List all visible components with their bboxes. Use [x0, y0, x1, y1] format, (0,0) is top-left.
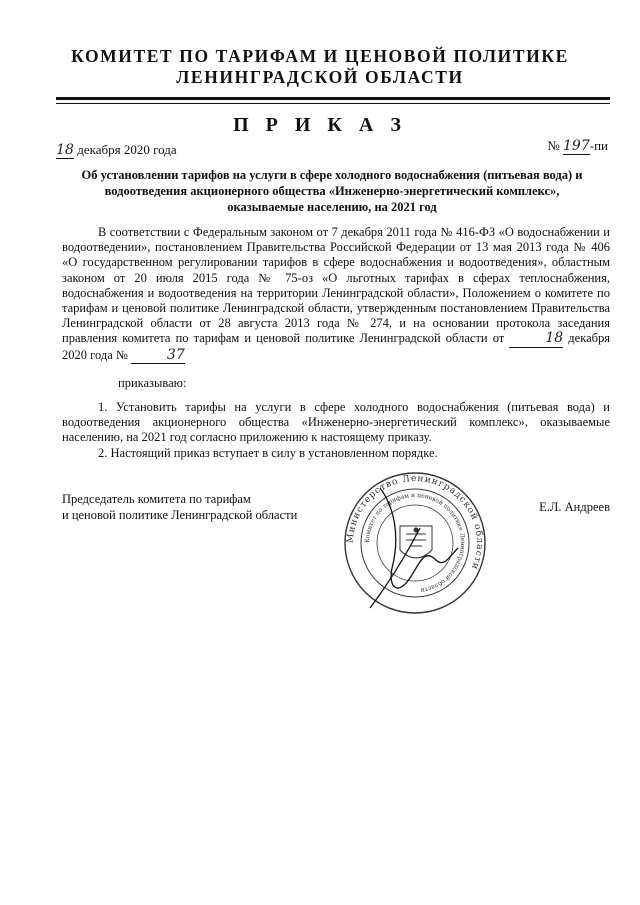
number-prefix: № [547, 138, 564, 153]
document-number [547, 138, 608, 155]
order-item-2: 2. Настоящий приказ вступает в силу в установленном порядке. [98, 446, 438, 460]
date-day-handwritten: 18 [56, 142, 74, 158]
seal-inner-text: Комитет по тарифам и ценовой политике Ленинградской области [363, 491, 467, 594]
preamble-text-2: декабря 2020 года № [62, 331, 610, 362]
seal-graphic [340, 468, 490, 618]
subject-line-3: оказываемые населению, на 2021 год [227, 200, 437, 214]
signatory-position [62, 492, 297, 523]
signatory-name: Е.Л. Андреев [539, 500, 610, 514]
document-title: П Р И К А З [233, 114, 407, 136]
seal-outer-text: Министерство Ленинградской области [345, 473, 485, 572]
number-suffix: -пи [589, 138, 608, 153]
position-line-2: и ценовой политике Ленинградской области [62, 507, 298, 522]
number-handwritten: 197 [563, 138, 590, 154]
order-word: приказываю: [118, 376, 187, 390]
document-date [56, 142, 177, 159]
position-line-1: Председатель комитета по тарифам [62, 492, 251, 506]
issuer-line-1: КОМИТЕТ ПО ТАРИФАМ И ЦЕНОВОЙ ПОЛИТИКЕ [71, 46, 569, 66]
subject-line-2: водоотведения акционерного общества «Инженерно-энергетический комплекс», [104, 184, 560, 198]
official-seal-stamp [340, 468, 490, 623]
header-rule-thin [56, 103, 610, 104]
issuer-line-2: ЛЕНИНГРАДСКОЙ ОБЛАСТИ [176, 67, 464, 87]
protocol-number-handwritten: 37 [131, 348, 185, 364]
subject-line-1: Об установлении тарифов на услуги в сфере холодного водоснабжения (питьевая вода) и [81, 168, 583, 182]
preamble-paragraph [62, 225, 610, 364]
issuer-header [0, 46, 640, 88]
document-subject [62, 167, 602, 215]
header-rule-thick [56, 97, 610, 100]
date-rest: декабря 2020 года [74, 142, 177, 157]
protocol-day-handwritten: 18 [509, 331, 563, 347]
seal-emblem [400, 526, 432, 558]
order-item-1: 1. Установить тарифы на услуги в сфере холодного водоснабжения (питьевая вода) и водоотведения акционерного общества «Инженерно-энергетический комплекс», оказываемые населению, на 2021 год согласно приложению к настоящему приказу. [62, 400, 610, 445]
preamble-text: В соответствии с Федеральным законом от 7 декабря 2011 года № 416-ФЗ «О водоснабжении и водоотведении», постановлением Правительства Российской Федерации от 13 мая 2013 года № 406 «О государственном регулировании тарифов в сфере водоснабжения и водоотведения», областным законом от 20 июля 2015 года № 75-оз «О льготных тарифах в сферах теплоснабжения, водоснабжения и водоотведения на территории Ленинградской области», Положением о комитете по тарифам и ценовой политике Ленинградской области, утвержденным постановлением Правительства Ленинградской области от 28 августа 2013 года № 274, и на основании протокола заседания правления комитета по тарифам и ценовой политике Ленинградской области от [62, 225, 610, 346]
